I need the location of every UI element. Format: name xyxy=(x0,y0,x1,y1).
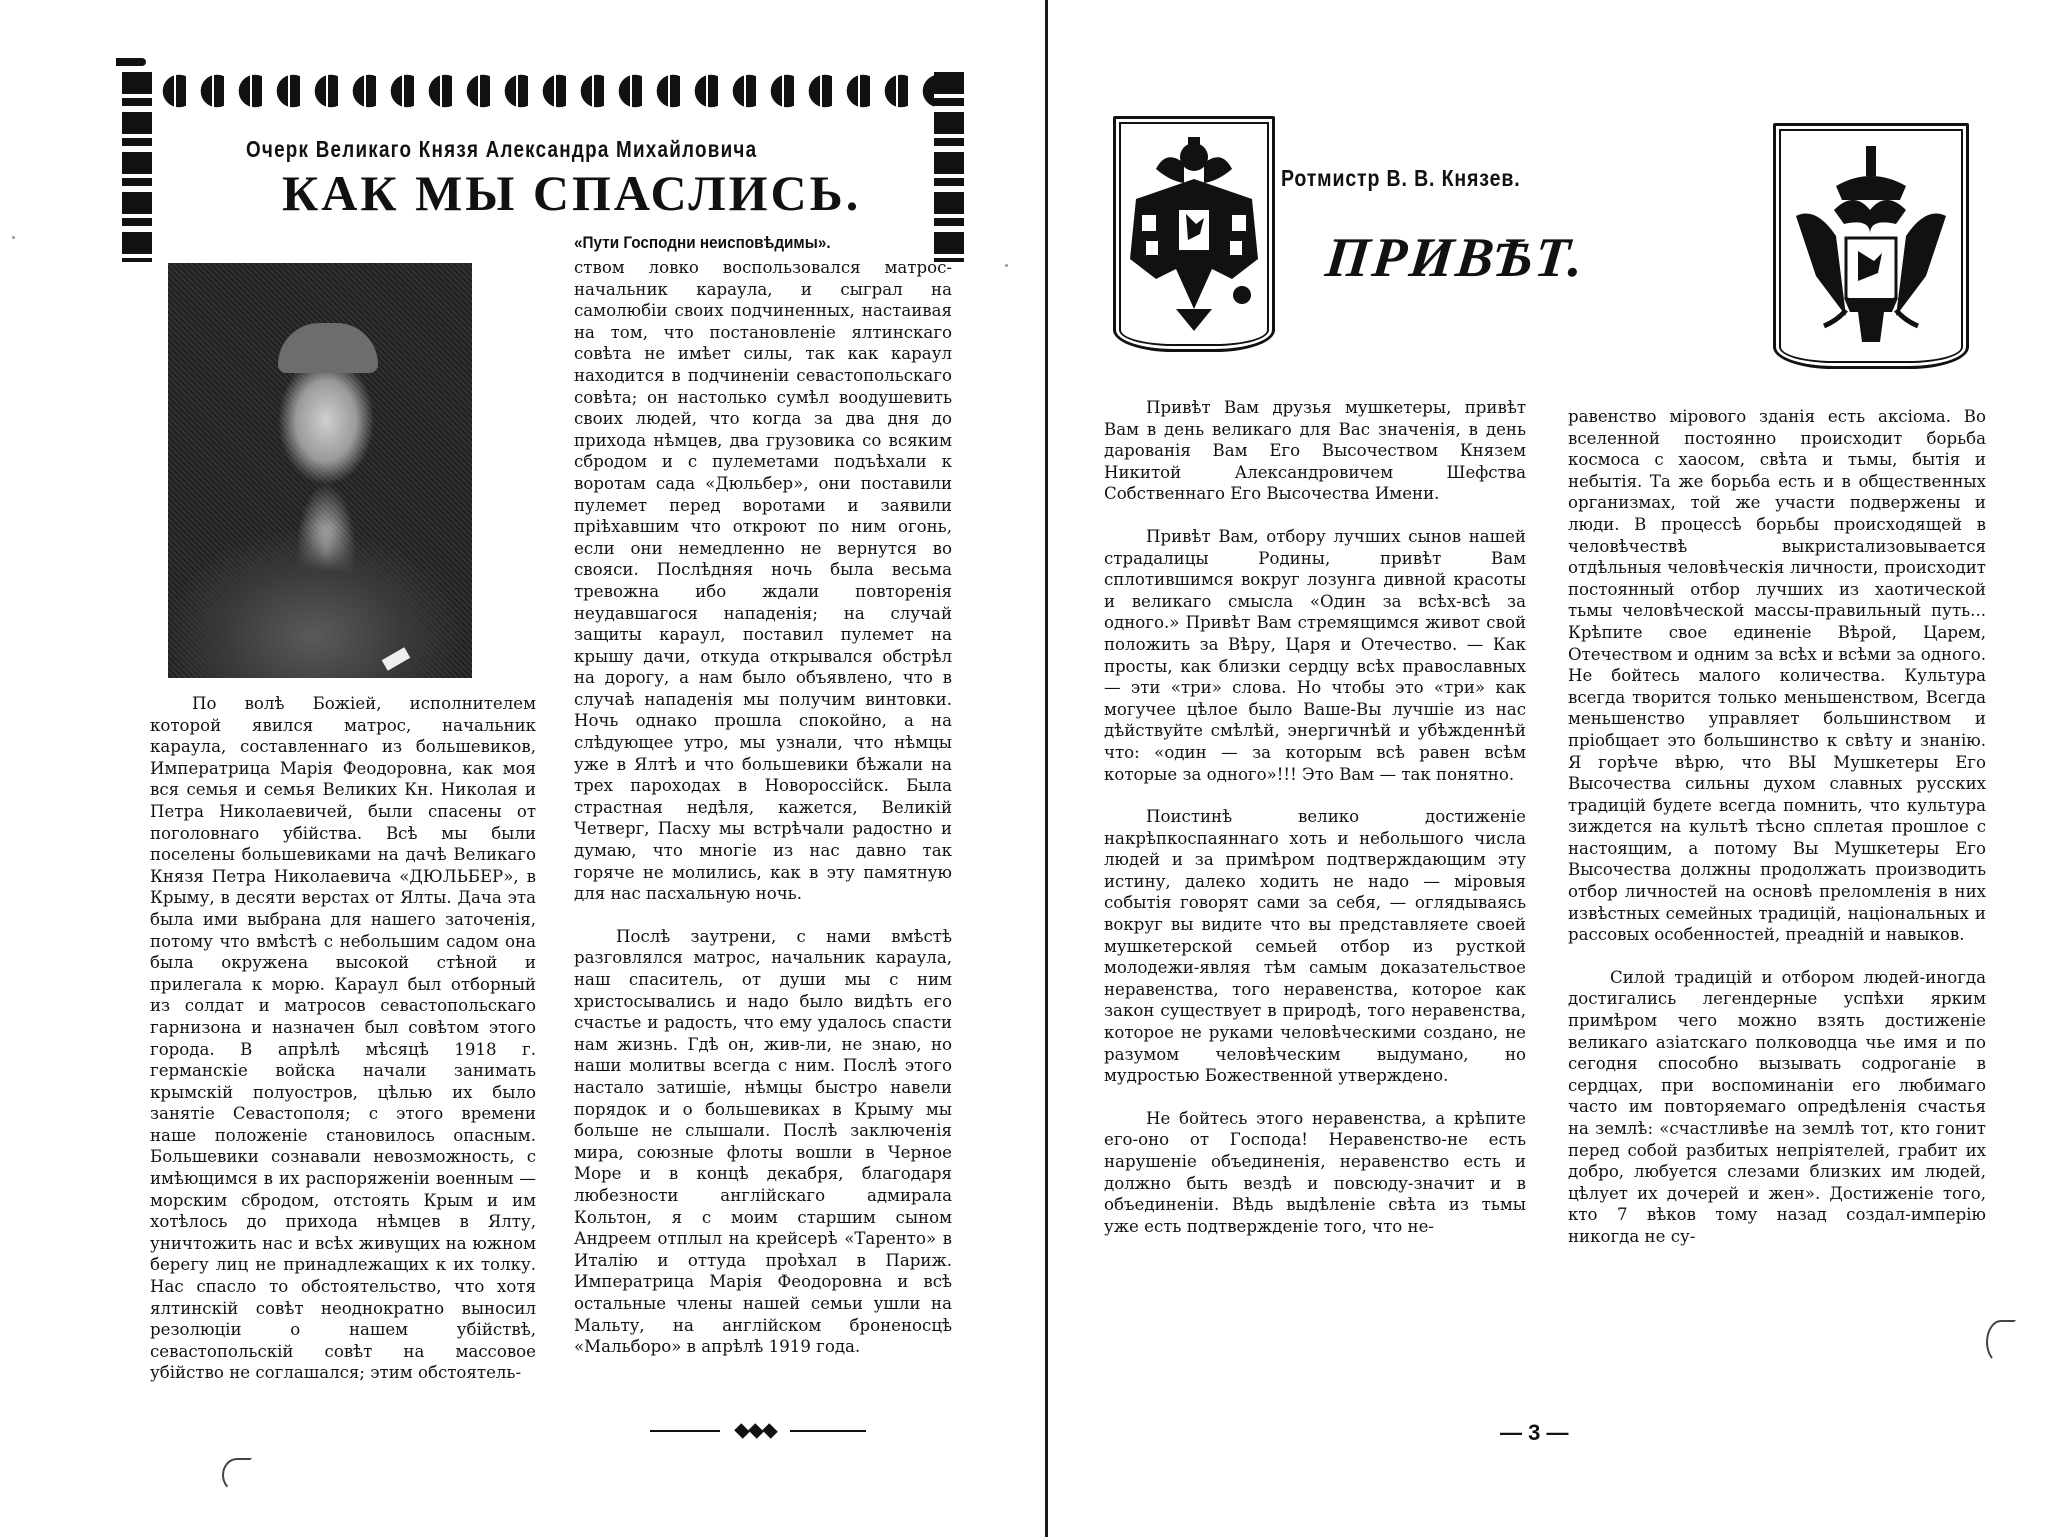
divider-diamond xyxy=(748,1423,764,1439)
st-george-eagle-emblem-icon xyxy=(1773,123,1969,369)
paragraph: ством ловко воспользовался матрос-начальник караула, и сыграл на самолюбіи своих подчиненных, настаивая на том, что постановленіе ялтинскаго совѣта не имѣет силы, так как караул находится в подчиненіи севастопольскаго совѣта; он настолько сумѣл воодушевить своих людей, что когда за два дня до прихода нѣмцев, два грузовика со всяким сбродом и с пулеметами подъѣхали к воротам сада «Дюльбер», они поставили пулемет перед воротами и заявили пріѣхавшим что откроют по ним огонь, если они немедленно не вернутся во свояси. Послѣдняя ночь была весьма тревожна ибо ждали повторенія неудавшагося нападенія; на случай защиты караул, поставил пулемет на крышу дачи, откуда открывался обстрѣл на дорогу, а нам было объявлено, что в случаѣ нападенія мы получим винтовки. Ночь однако прошла спокойно, а на слѣдующее утро, мы узнали, что нѣмцы уже в Ялтѣ и что большевики бѣжали на трех пароходах в Новороссійск. Была страстная недѣля, кажется, Великій Четверг, Пасху мы встрѣчали радостно и думаю, что многіе из нас давно так горяче не молились, как в эту памятную для нас пасхальную ночь. xyxy=(574,258,952,904)
page-gutter xyxy=(1045,0,1048,1537)
scan-speck xyxy=(1005,264,1008,267)
epigraph: «Пути Господни неисповѣдимы». xyxy=(574,233,831,252)
paragraph: По волѣ Божіей, исполнителем которой явился матрос, начальник караула, составленнаго из большевиков, Императрица Марія Феодоровна, как моя вся семья и семья Великих Кн. Николая и Петра Николаевичей, были спасены от поголовнаго убійства. Всѣ мы были поселены большевиками на дачѣ Великаго Князя Петра Николаевича «ДЮЛЬБЕР», в Крыму, в десяти верстах от Ялты. Дача эта была ими выбрана для нашего заточенія, потому что вмѣстѣ с небольшим садом она была окружена высокой стѣной и прилегала к морю. Караул был отборный из солдат и матросов севастопольскаго гарнизона и назначен был совѣтом этого города. В апрѣлѣ мѣсяцѣ 1918 г. германскіе войска начали занимать крымскій полуостров, цѣлью их было занятіе Севастополя; с этого времени наше положеніе становилось опасным. Большевики сознавали невозможность, с имѣющимся в их распоряженіи военным — морским сбродом, отстоять Крым и им хотѣлось до прихода нѣмцев в Ялту, уничтожить нас и всѣх живущих на южном берегу лиц не принадлежащих к их толку. Нас спасло то обстоятельство, что хотя ялтинскій совѣт неоднократно выносил резолюціи о нашем убійствѣ, севастопольскій совѣт на массовое убійство не соглашался; этим обстоятель- xyxy=(150,694,536,1383)
ornamental-border-right xyxy=(934,72,964,262)
paragraph: Силой традицій и отбором людей-иногда достигались легендерные успѣхи ярким примѣром чего можно взять достиженіе великаго азіатскаго полководца чье имя и по сегодня способно вызывать содроганіе в сердцах, при воспоминаніи его любимаго часто им повторяемаго опредѣленія счастья на землѣ: «счастливѣе на землѣ тот, кто гонит перед собой разбитых непріятелей, грабит их добро, любуется слезами близких им людей, цѣлует их дочерей и жен». Достиженіе того, кто 7 вѣков тому назад создал-имперію никогда не су- xyxy=(1568,967,1986,1246)
divider-line xyxy=(790,1430,866,1432)
paragraph: Привѣт Вам друзья мушкетеры, привѣт Вам в день великаго для Вас значенія, в день дарованія Вам Его Высочеством Князем Никитой Александровичем Шефства Собственнаго Его Высочества Имени. xyxy=(1104,398,1526,504)
pen-mark xyxy=(222,1458,252,1492)
ornamental-divider xyxy=(650,1424,866,1438)
page-number: — 3 — xyxy=(1500,1420,1569,1445)
ornamental-border-left xyxy=(122,72,152,262)
paragraph: Послѣ заутрени, с нами вмѣстѣ разговлялся матрос, начальник караула, наш спаситель, от души мы с ним христосывались и надо было видѣть его счастье и радость, что ему удалось спасти нам жизнь. Гдѣ он, жив-ли, не знаю, но наши молитвы всегда с ним. Послѣ этого настало затишіе, нѣмцы быстро навели порядок и о большевиках в Крыму мы больше не слышали. Послѣ заключенія мира, союзные флоты вошли в Черное Море и в концѣ декабря, благодаря любезности англійскаго адмирала Кольтон, я с моим старшим сыном Андреем отплыл на крейсерѣ «Таренто» в Италію и оттуда проѣхал в Париж. Императрица Марія Феодоровна и всѣ остальные члены нашей семьи ушли на Мальту, на англійском броненосцѣ «Мальборо» в апрѣлѣ 1919 года. xyxy=(574,926,952,1357)
article-subtitle: Очерк Великаго Князя Александра Михайловича xyxy=(246,136,758,162)
ornamental-border-top xyxy=(122,72,964,112)
pen-mark xyxy=(1986,1320,2016,1364)
scan-speck xyxy=(12,236,15,239)
left-column-2 xyxy=(574,257,952,1358)
divider-diamond xyxy=(734,1423,750,1439)
article-title: КАК МЫ СПАСЛИСЬ. xyxy=(282,165,862,221)
portrait-pocket-square xyxy=(382,647,411,670)
portrait-photo xyxy=(168,263,472,678)
right-column-2 xyxy=(1568,406,1986,1248)
article-title-right: ПРИВѢТ. xyxy=(1322,227,1590,289)
divider-diamond xyxy=(762,1423,778,1439)
ornament-corner xyxy=(116,58,146,66)
paragraph: равенство мірового зданія есть аксіома. Во вселенной постоянно происходит борьба космоса с хаосом, свѣта и тьмы, бытія и небытія. Та же борьба есть и в общественных организмах, той же участи подвержены и люди. В процессѣ борьбы происходящей в человѣчествѣ выкристализовывается отдѣльныя человѣческія личности, происходит постоянный отбор лучших из хаотической тьмы человѣческой массы-правильный путь... Крѣпите свое единеніе Вѣрой, Царем, Отечеством и одним за всѣх и всѣми за одного. Не бойтесь малого количества. Культура всегда творится только меньшенством, Всегда меньшенство управляет большинством и пріобщает это большинство к свѣту и знанію. Я горѣче вѣрю, что ВЫ Мушкетеры Его Высочества сильны духом славных русских традицій будете всегда помнить, что культура зиждется на культѣ тѣсно сплетая прошлое с настоящим, а потому Вы Мушкетеры Его Высочества должны продолжать производить отбор личностей на основѣ преломленія в них извѣстных семейных традицій, національных и рассовых особенностей, преаднiй и навыков. xyxy=(1568,407,1986,945)
left-column-1 xyxy=(150,693,536,1384)
right-column-1 xyxy=(1104,397,1526,1237)
paragraph: Привѣт Вам, отбору лучших сынов нашей страдалицы Родины, привѣт Вам сплотившимся вокруг лозунга дивной красоты и великаго смысла «Один за всѣх-всѣ за одного.» Привѣт Вам стремящимся живот свой положить за Вѣру, Царя и Отечество. — Как просты, как близки сердцу всѣх православных — эти «три» слова. Но чтобы это «три» как могучее цѣлое было Ваше-Вы лучшіе из нас дѣйствуйте смѣлѣй, энергичнѣй и убѣжденнѣй что: «один — за которым всѣ равен всѣм которые за одного»!!! Это Вам — так понятно. xyxy=(1104,526,1526,784)
paragraph: Поистинѣ велико достиженіе накрѣпкоспаяннаго хоть и небольшого числа людей и за примѣром подтверждающим эту истину, далеко ходить не надо — міровыя событія говорят сами за себя, — оглядываясь вокруг вы видите что вы представляете своей мушкетерской семьей отбор из русткой молодежи-являя тѣм самым доказательствое неравенства, того неравенства, которое как закон существует в природѣ, того неравенства, которое не руками человѣческими создано, не разумом человѣческим выдумано, но мудростью Божественной утверждено. xyxy=(1104,807,1526,1086)
paragraph: Не бойтесь этого неравенства, а крѣпите его-оно от Господа! Неравенство-не есть нарушеніе объединенія, неравенство есть и должно быть вездѣ и повсюду-значит и в объединеніи. Вѣдь выдѣленіе свѣта из тьмы уже есть подтвержденіе того, что не- xyxy=(1104,1108,1526,1236)
portrait-hair xyxy=(278,323,378,373)
divider-line xyxy=(650,1430,720,1432)
article-author: Ротмистр В. В. Князев. xyxy=(1281,165,1521,191)
imperial-eagle-emblem-icon xyxy=(1113,116,1275,352)
